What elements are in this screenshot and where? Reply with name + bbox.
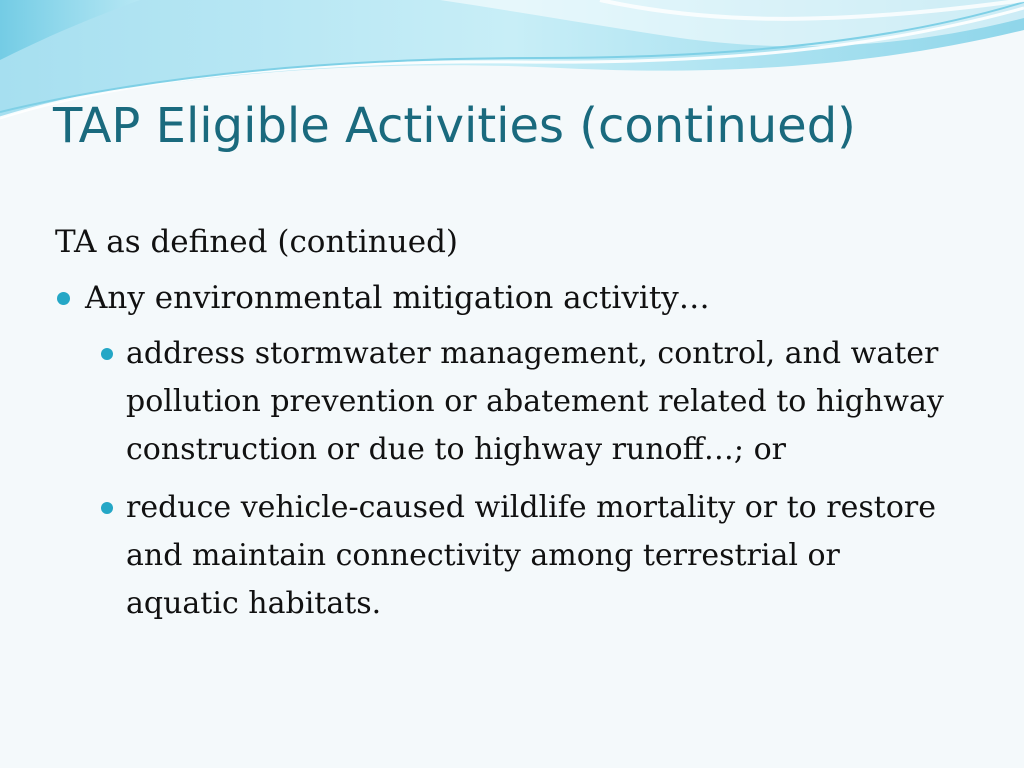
- bullet-dot-icon: [57, 292, 70, 305]
- intro-text: TA as defined (continued): [55, 224, 459, 260]
- slide-body: [55, 218, 955, 638]
- bullet-dot-icon: [101, 502, 113, 514]
- bullet-item: [55, 274, 955, 322]
- sub-bullet-item: [98, 484, 946, 628]
- slide-title: TAP Eligible Activities (continued): [53, 98, 856, 154]
- bullet-text: Any environmental mitigation activity…: [85, 280, 710, 316]
- bullet-dot-icon: [101, 348, 113, 360]
- sub-bullet-text: address stormwater management, control, and water pollution prevention or abatement related to highway construction or due to highway runoff…; or: [126, 336, 944, 467]
- sub-bullet-text: reduce vehicle-caused wildlife mortality or to restore and maintain connectivity among terrestrial or aquatic habitats.: [126, 490, 936, 621]
- sub-bullet-item: [98, 330, 946, 474]
